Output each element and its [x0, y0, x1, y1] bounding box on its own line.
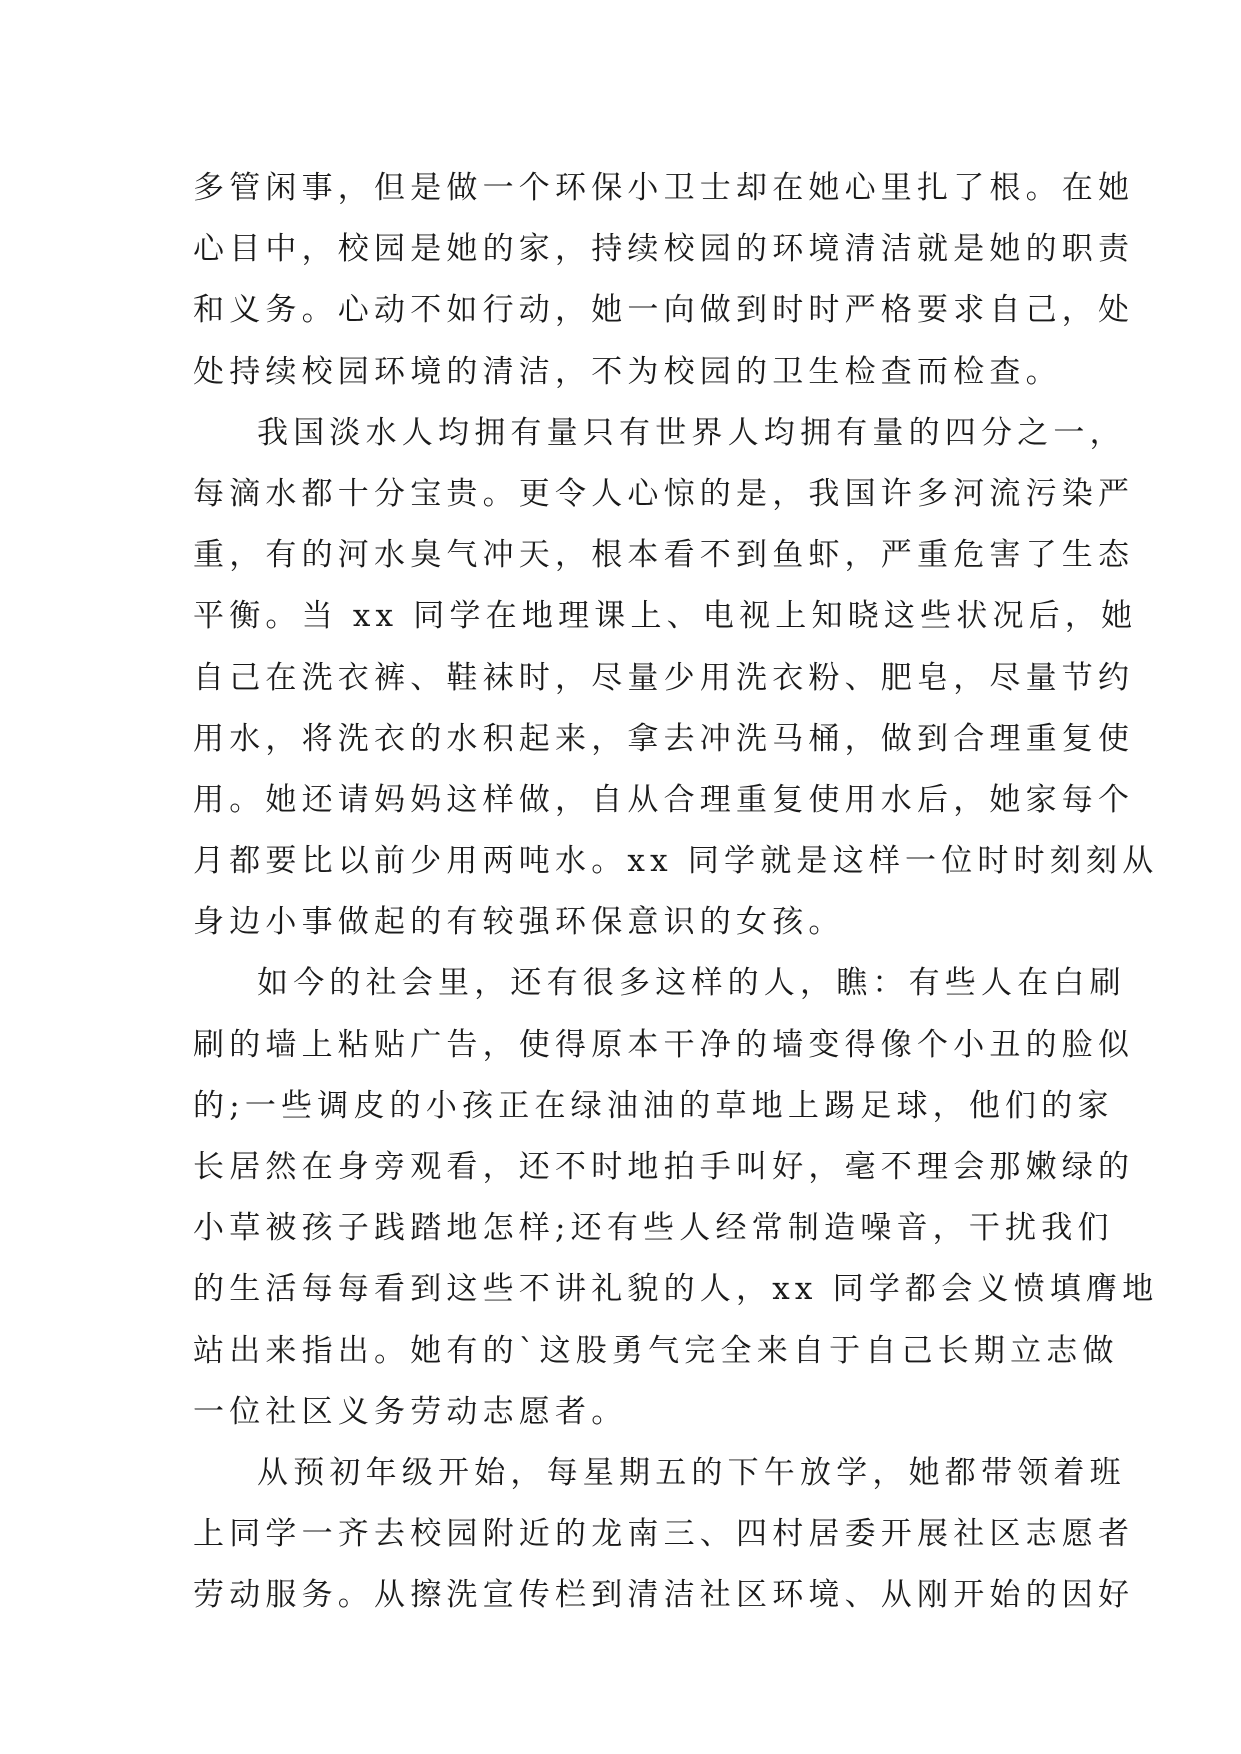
- text-line: 从预初年级开始，每星期五的下午放学，她都带领着班: [257, 1454, 1126, 1491]
- text-line: 身边小事做起的有较强环保意识的女孩。: [193, 904, 845, 941]
- text-line: 如今的社会里，还有很多这样的人，瞧：有些人在白刷: [257, 965, 1126, 1002]
- text-line: 我国淡水人均拥有量只有世界人均拥有量的四分之一，: [257, 414, 1126, 451]
- text-line: 重，有的河水臭气冲天，根本看不到鱼虾，严重危害了生态: [193, 537, 1135, 574]
- text-line: 用。她还请妈妈这样做，自从合理重复使用水后，她家每个: [193, 781, 1135, 818]
- text-line: 上同学一齐去校园附近的龙南三、四村居委开展社区志愿者: [193, 1516, 1135, 1553]
- text-line: 用水，将洗衣的水积起来，拿去冲洗马桶，做到合理重复使: [193, 720, 1135, 757]
- text-line: 的;一些调皮的小孩正在绿油油的草地上踢足球，他们的家: [193, 1087, 1114, 1124]
- text-line: 多管闲事，但是做一个环保小卫士却在她心里扎了根。在她: [193, 170, 1135, 206]
- paragraph-1: [193, 158, 1135, 403]
- paragraph-3: [193, 953, 1159, 1443]
- text-line: 劳动服务。从擦洗宣传栏到清洁社区环境、从刚开始的因好: [193, 1577, 1135, 1614]
- body-text: [193, 158, 1159, 1627]
- text-line: 月都要比以前少用两吨水。xx 同学就是这样一位时时刻刻从: [193, 843, 1159, 880]
- text-line: 平衡。当 xx 同学在地理课上、电视上知晓这些状况后，她: [193, 598, 1138, 635]
- paragraph-2: [193, 403, 1159, 954]
- text-line: 小草被孩子践踏地怎样;还有些人经常制造噪音，干扰我们: [193, 1210, 1114, 1247]
- text-line: 和义务。心动不如行动，她一向做到时时严格要求自己，处: [193, 292, 1135, 329]
- text-line: 刷的墙上粘贴广告，使得原本干净的墙变得像个小丑的脸似: [193, 1026, 1135, 1063]
- text-line: 一位社区义务劳动志愿者。: [193, 1393, 628, 1430]
- text-line: 站出来指出。她有的`这股勇气完全来自于自己长期立志做: [193, 1332, 1119, 1369]
- text-line: 每滴水都十分宝贵。更令人心惊的是，我国许多河流污染严: [193, 475, 1135, 512]
- paragraph-4: [193, 1443, 1135, 1627]
- text-line: 自己在洗衣裤、鞋袜时，尽量少用洗衣粉、肥皂，尽量节约: [193, 659, 1135, 696]
- text-line: 的生活每每看到这些不讲礼貌的人，xx 同学都会义愤填膺地: [193, 1271, 1159, 1308]
- text-line: 心目中，校园是她的家，持续校园的环境清洁就是她的职责: [193, 231, 1135, 268]
- text-line: 处持续校园环境的清洁，不为校园的卫生检查而检查。: [193, 353, 1062, 390]
- text-line: 长居然在身旁观看，还不时地拍手叫好，毫不理会那嫩绿的: [193, 1149, 1135, 1185]
